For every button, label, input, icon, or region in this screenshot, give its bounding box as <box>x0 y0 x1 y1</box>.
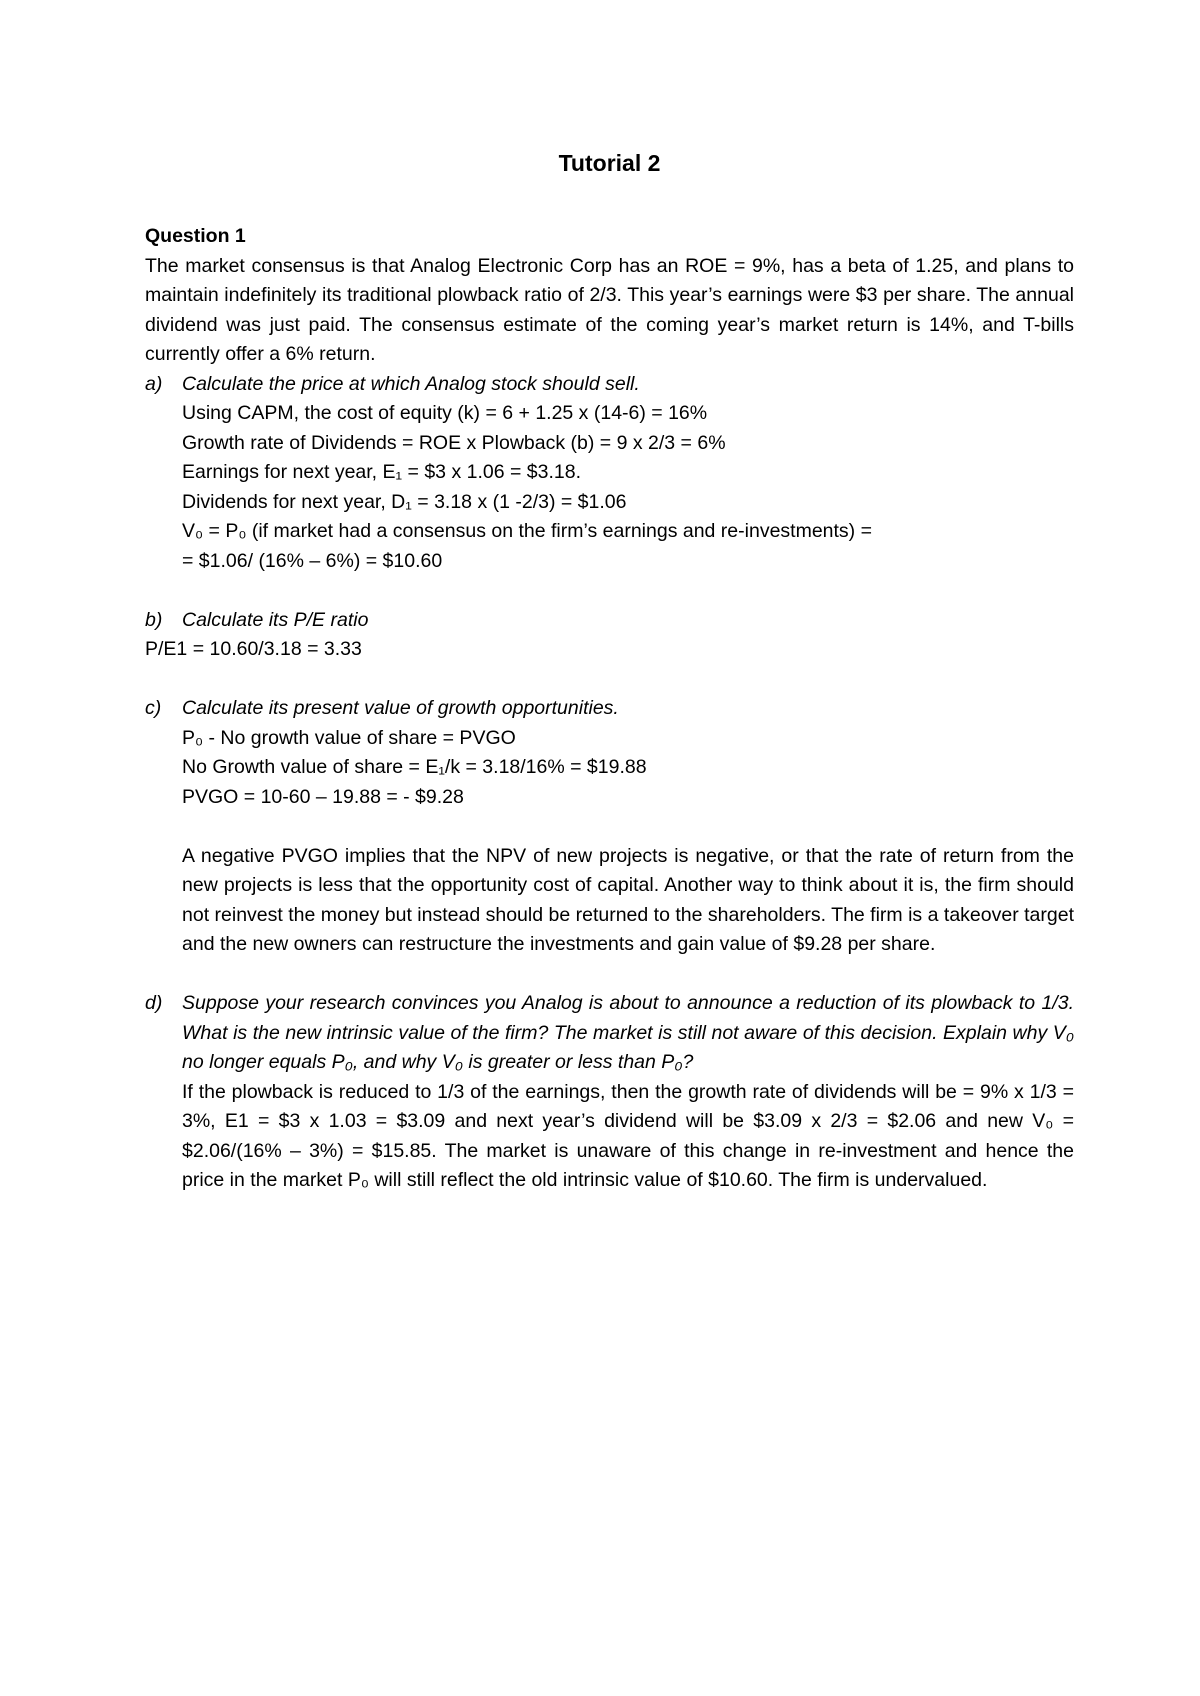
page-title: Tutorial 2 <box>558 150 661 176</box>
part-b-question <box>145 606 1074 636</box>
part-a-question-text: Calculate the price at which Analog stock should sell. <box>182 372 640 395</box>
part-c-line: No Growth value of share = E₁/k = 3.18/16% = $19.88 <box>182 756 647 778</box>
part-c-question <box>145 694 1074 724</box>
part-c-line: P₀ - No growth value of share = PVGO <box>182 726 516 749</box>
part-b-question-text: Calculate its P/E ratio <box>182 608 369 631</box>
question-intro: The market consensus is that Analog Electronic Corp has an ROE = 9%, has a beta of 1.25, and plans to maintain indefinitely its traditional plowback ratio of 2/3. This year’s earnings were $3 per share. The annual dividend was just paid. The consensus estimate of the coming year’s market return is 14%, and T-bills currently offer a 6% return. <box>145 254 1074 365</box>
part-c-label: c) <box>145 697 162 719</box>
question-heading: Question 1 <box>145 225 246 247</box>
part-a-line: Dividends for next year, D₁ = 3.18 x (1 -2/3) = $1.06 <box>182 490 627 513</box>
part-d-label: d) <box>145 992 163 1014</box>
part-a-question <box>145 370 1074 400</box>
part-a-line: V₀ = P₀ (if market had a consensus on the firm’s earnings and re-investments) = <box>182 520 872 542</box>
part-a-line: Earnings for next year, E₁ = $3 x 1.06 = $3.18. <box>182 461 581 483</box>
part-c-line: PVGO = 10-60 – 19.88 = - $9.28 <box>182 785 464 808</box>
part-b-answer: P/E1 = 10.60/3.18 = 3.33 <box>145 638 362 660</box>
part-d-answer: If the plowback is reduced to 1/3 of the earnings, then the growth rate of dividends will be = 9% x 1/3 = 3%, E1 = $3 x 1.03 = $3.09 and next year’s dividend will be $3.09 x 2/3 = $2.06 and new V₀ = $2.06/(16% – 3%) = $15.85. The market is unaware of this change in re-investment and hence the price in the market P₀ will still reflect the old intrinsic value of $10.60. The firm is undervalued. <box>182 1080 1074 1191</box>
part-a-label: a) <box>145 372 163 395</box>
part-c-explanation: A negative PVGO implies that the NPV of new projects is negative, or that the rate of return from the new projects is less that the opportunity cost of capital. Another way to think about it is, the firm should not reinvest the money but instead should be returned to the shareholders. The firm is a takeover target and the new owners can restructure the investments and gain value of $9.28 per share. <box>182 844 1074 955</box>
part-a-line: Growth rate of Dividends = ROE x Plowback (b) = 9 x 2/3 = 6% <box>182 431 726 454</box>
part-a-line: Using CAPM, the cost of equity (k) = 6 + 1.25 x (14-6) = 16% <box>182 402 708 424</box>
part-d-question <box>145 989 1074 1078</box>
part-a-line: = $1.06/ (16% – 6%) = $10.60 <box>182 549 443 572</box>
part-b-label: b) <box>145 608 163 631</box>
part-d-question-text: Suppose your research convinces you Analog is about to announce a reduction of its plowback to 1/3. What is the new intrinsic value of the firm? The market is still not aware of this decision. Explain why V₀ no longer equals P₀, and why V₀ is greater or less than P₀? <box>182 992 1074 1073</box>
part-c-question-text: Calculate its present value of growth opportunities. <box>182 697 619 719</box>
